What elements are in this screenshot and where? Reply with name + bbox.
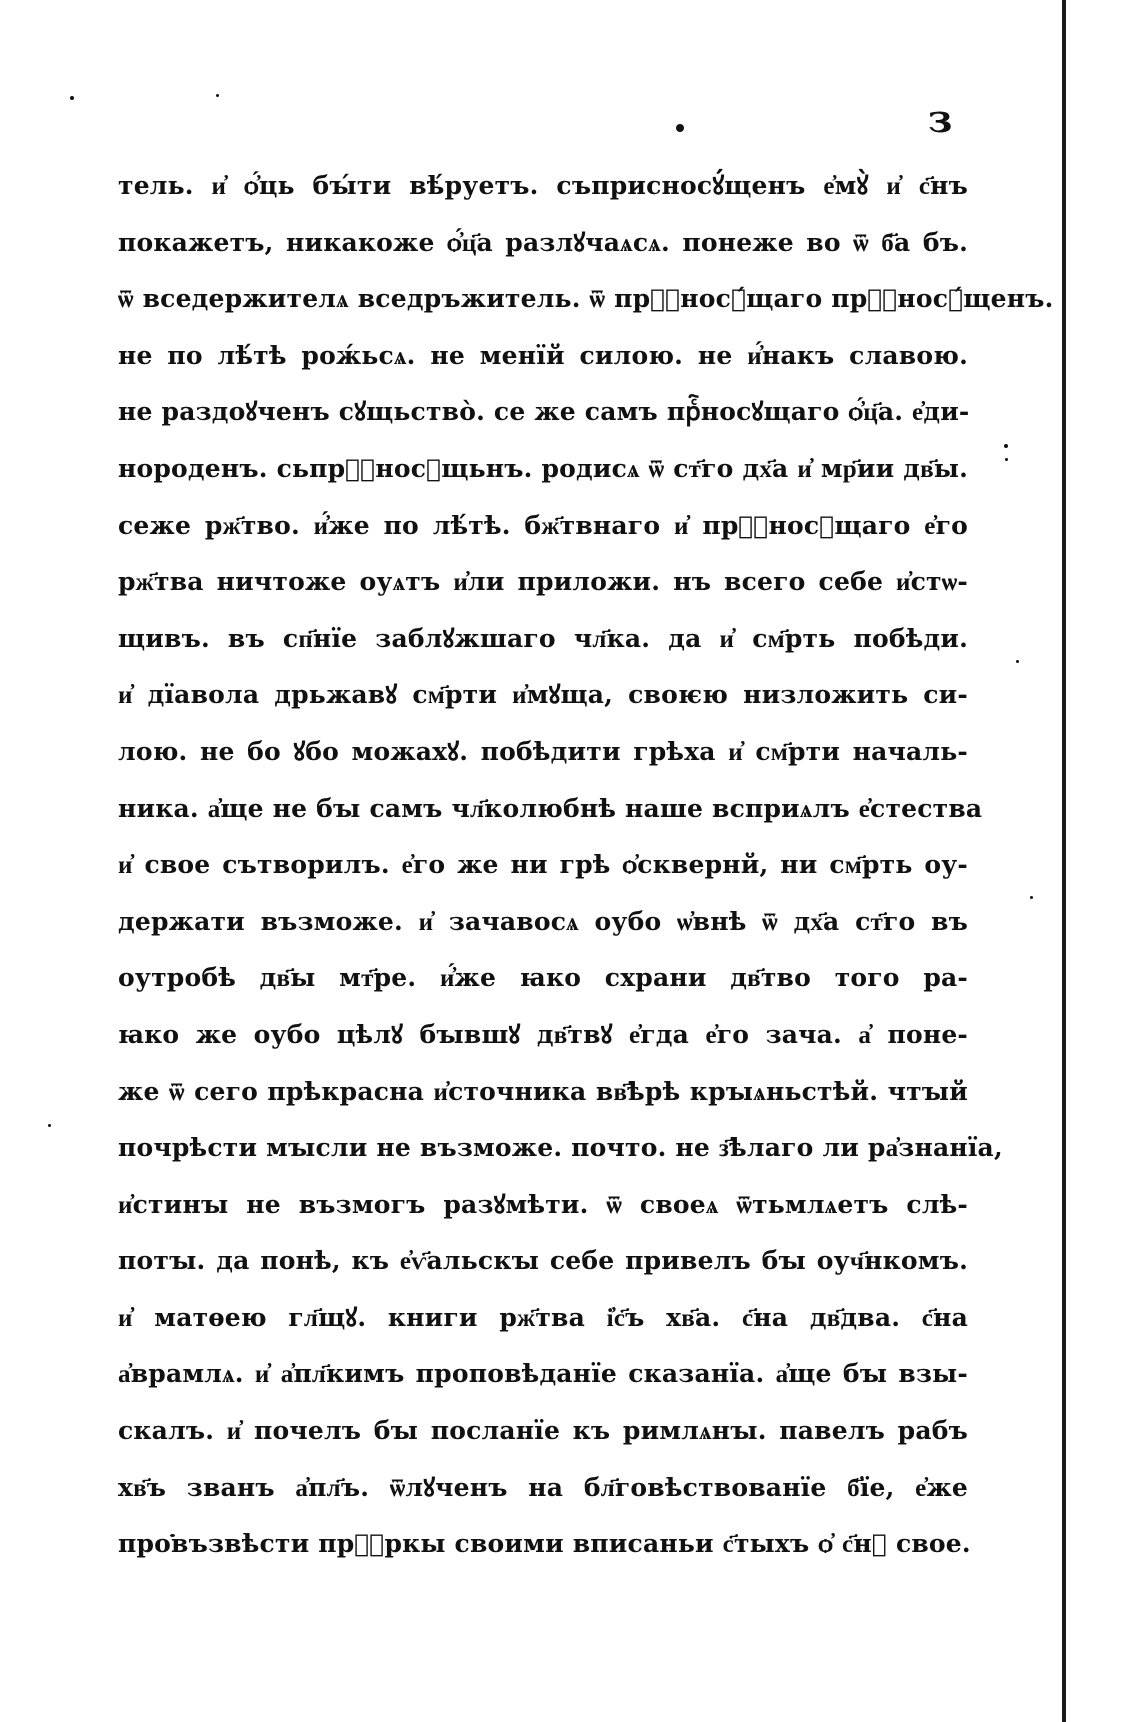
text-line: покажетъ, никакоже ѻ҆́ц҃а разлꙋчаѧсѧ. понеже во ѿ б҃а бъ.: [118, 227, 968, 257]
text-line: а҆врамлѧ. и҆ а҆пл҃кимъ проповѣданїе сказанїа. а҆ще бꙑ взы-: [118, 1359, 968, 1389]
speck-mark: [70, 96, 74, 100]
text-line: провъзвѣсти прⷪ҇ркы своими вписаньи с҃тыхъ ѻ҆ с҃нꙋ свое.: [118, 1529, 971, 1559]
speck-mark: [216, 94, 219, 97]
speck-mark: [1005, 458, 1008, 461]
text-line: и҆ дїавола дрьжавꙋ см҃рти и҆мꙋща, своѥю низложить си-: [118, 680, 968, 710]
text-line: потꙑ. да понѣ, къ е҆ѵ҃альскꙑ себе привелъ бꙑ оуч҃нкомъ.: [118, 1246, 968, 1276]
text-line: скалъ. и҆ почелъ бꙑ посланїе къ римлѧнꙑ. павелъ рабъ: [118, 1416, 968, 1446]
text-line: ꙗко же оубо цѣлꙋ бꙑвшꙋ дв҃твꙋ е҆гда е҆го зача. а҆ поне-: [118, 1019, 968, 1049]
text-line: держати възможе. и҆ зачавосѧ оубо ѡ҆внѣ ѿ дх҃а ст҃го въ: [118, 906, 968, 936]
text-line: не по лѣ́тѣ рож́ьсѧ. не менїй силою. не и҆́накъ славою.: [118, 340, 968, 370]
text-line: щивъ. въ сп҃нїе заблꙋжшаго чл҃ка. да и҆ см҃рть побѣди.: [118, 623, 968, 653]
text-line: лою. не бо ꙋбо можахꙋ. побѣдити грѣха и҆ см҃рти началь-: [118, 736, 968, 766]
text-line: ника. а҆ще не бꙑ самъ чл҃колюбнѣ наше всприѧлъ е҆стества: [118, 793, 983, 823]
page-number: з: [928, 96, 953, 141]
page-edge-rule: [1062, 0, 1066, 1722]
text-line: же ѿ сего прѣкрасна и҆сточника вв҃ѣрѣ крꙑѧньстѣй. чтꙑй: [118, 1076, 968, 1106]
text-line: нороденъ. сьпрⷭ҇носꙋщьнъ. родисѧ ѿ ст҃го дх҃а и҆ мр҃ии дв҃ы.: [118, 453, 968, 483]
speck-mark: [48, 1124, 51, 1127]
text-line: сеже рж҃тво. и҆́же по лѣ́тѣ. бж҃твнаго и҆ прⷭ҇носꙋщаго е҆го: [118, 510, 968, 540]
speck-mark: [1004, 444, 1008, 448]
speck-mark: [1016, 660, 1019, 663]
text-line: и҆стинꙑ не възмогъ разꙋмѣти. ѿ своеѧ ѿтьмлѧетъ слѣ-: [118, 1189, 968, 1219]
text-line: и҆ свое сътворилъ. е҆го же ни грѣ ѻ҆сквернй, ни см҃рть оу-: [118, 850, 968, 880]
speck-mark: [1030, 896, 1033, 899]
body-text: [118, 158, 1054, 1573]
text-line: и҆ матѳею гл҃щꙋ. книги рж҃тва і҆с҃ъ хв҃а. с҃на дв҃два. с҃на: [118, 1302, 968, 1332]
text-line: ѿ вседержителѧ вседръжитель. ѿ прⷭ҇носꙋ́щаго прⷭ҇носꙋ́щенъ.: [118, 284, 1054, 314]
text-line: хв҃ъ званъ а҆пл҃ъ. ѿлꙋченъ на бл҃говѣствованїе б҃їе, е҆же: [118, 1472, 968, 1502]
text-line: почрѣсти мꙑсли не възможе. почто. не з҃ѣлаго ли ра҆знанїа,: [118, 1133, 1003, 1163]
printer-dot: [676, 124, 684, 132]
text-line: не раздоꙋченъ сꙋщьство̀. се же самъ прⷭ҇носꙋщаго ѻ҆́ц҃а. е҆ди-: [118, 397, 970, 427]
text-line: рж҃тва ничтоже оуѧтъ и҆ли приложи. нъ всего себе и҆стѡ-: [118, 567, 968, 597]
text-line: тель. и҆ ѻ҆́ць бꙑ́ти вѣ́руетъ. съприсносꙋ́щенъ е҆мꙋ̀ и҆ с҃нъ: [118, 171, 968, 200]
text-line: оутробѣ дв҃ы мт҃ре. и҆́же ꙗко схрани дв҃тво того ра-: [118, 963, 968, 993]
